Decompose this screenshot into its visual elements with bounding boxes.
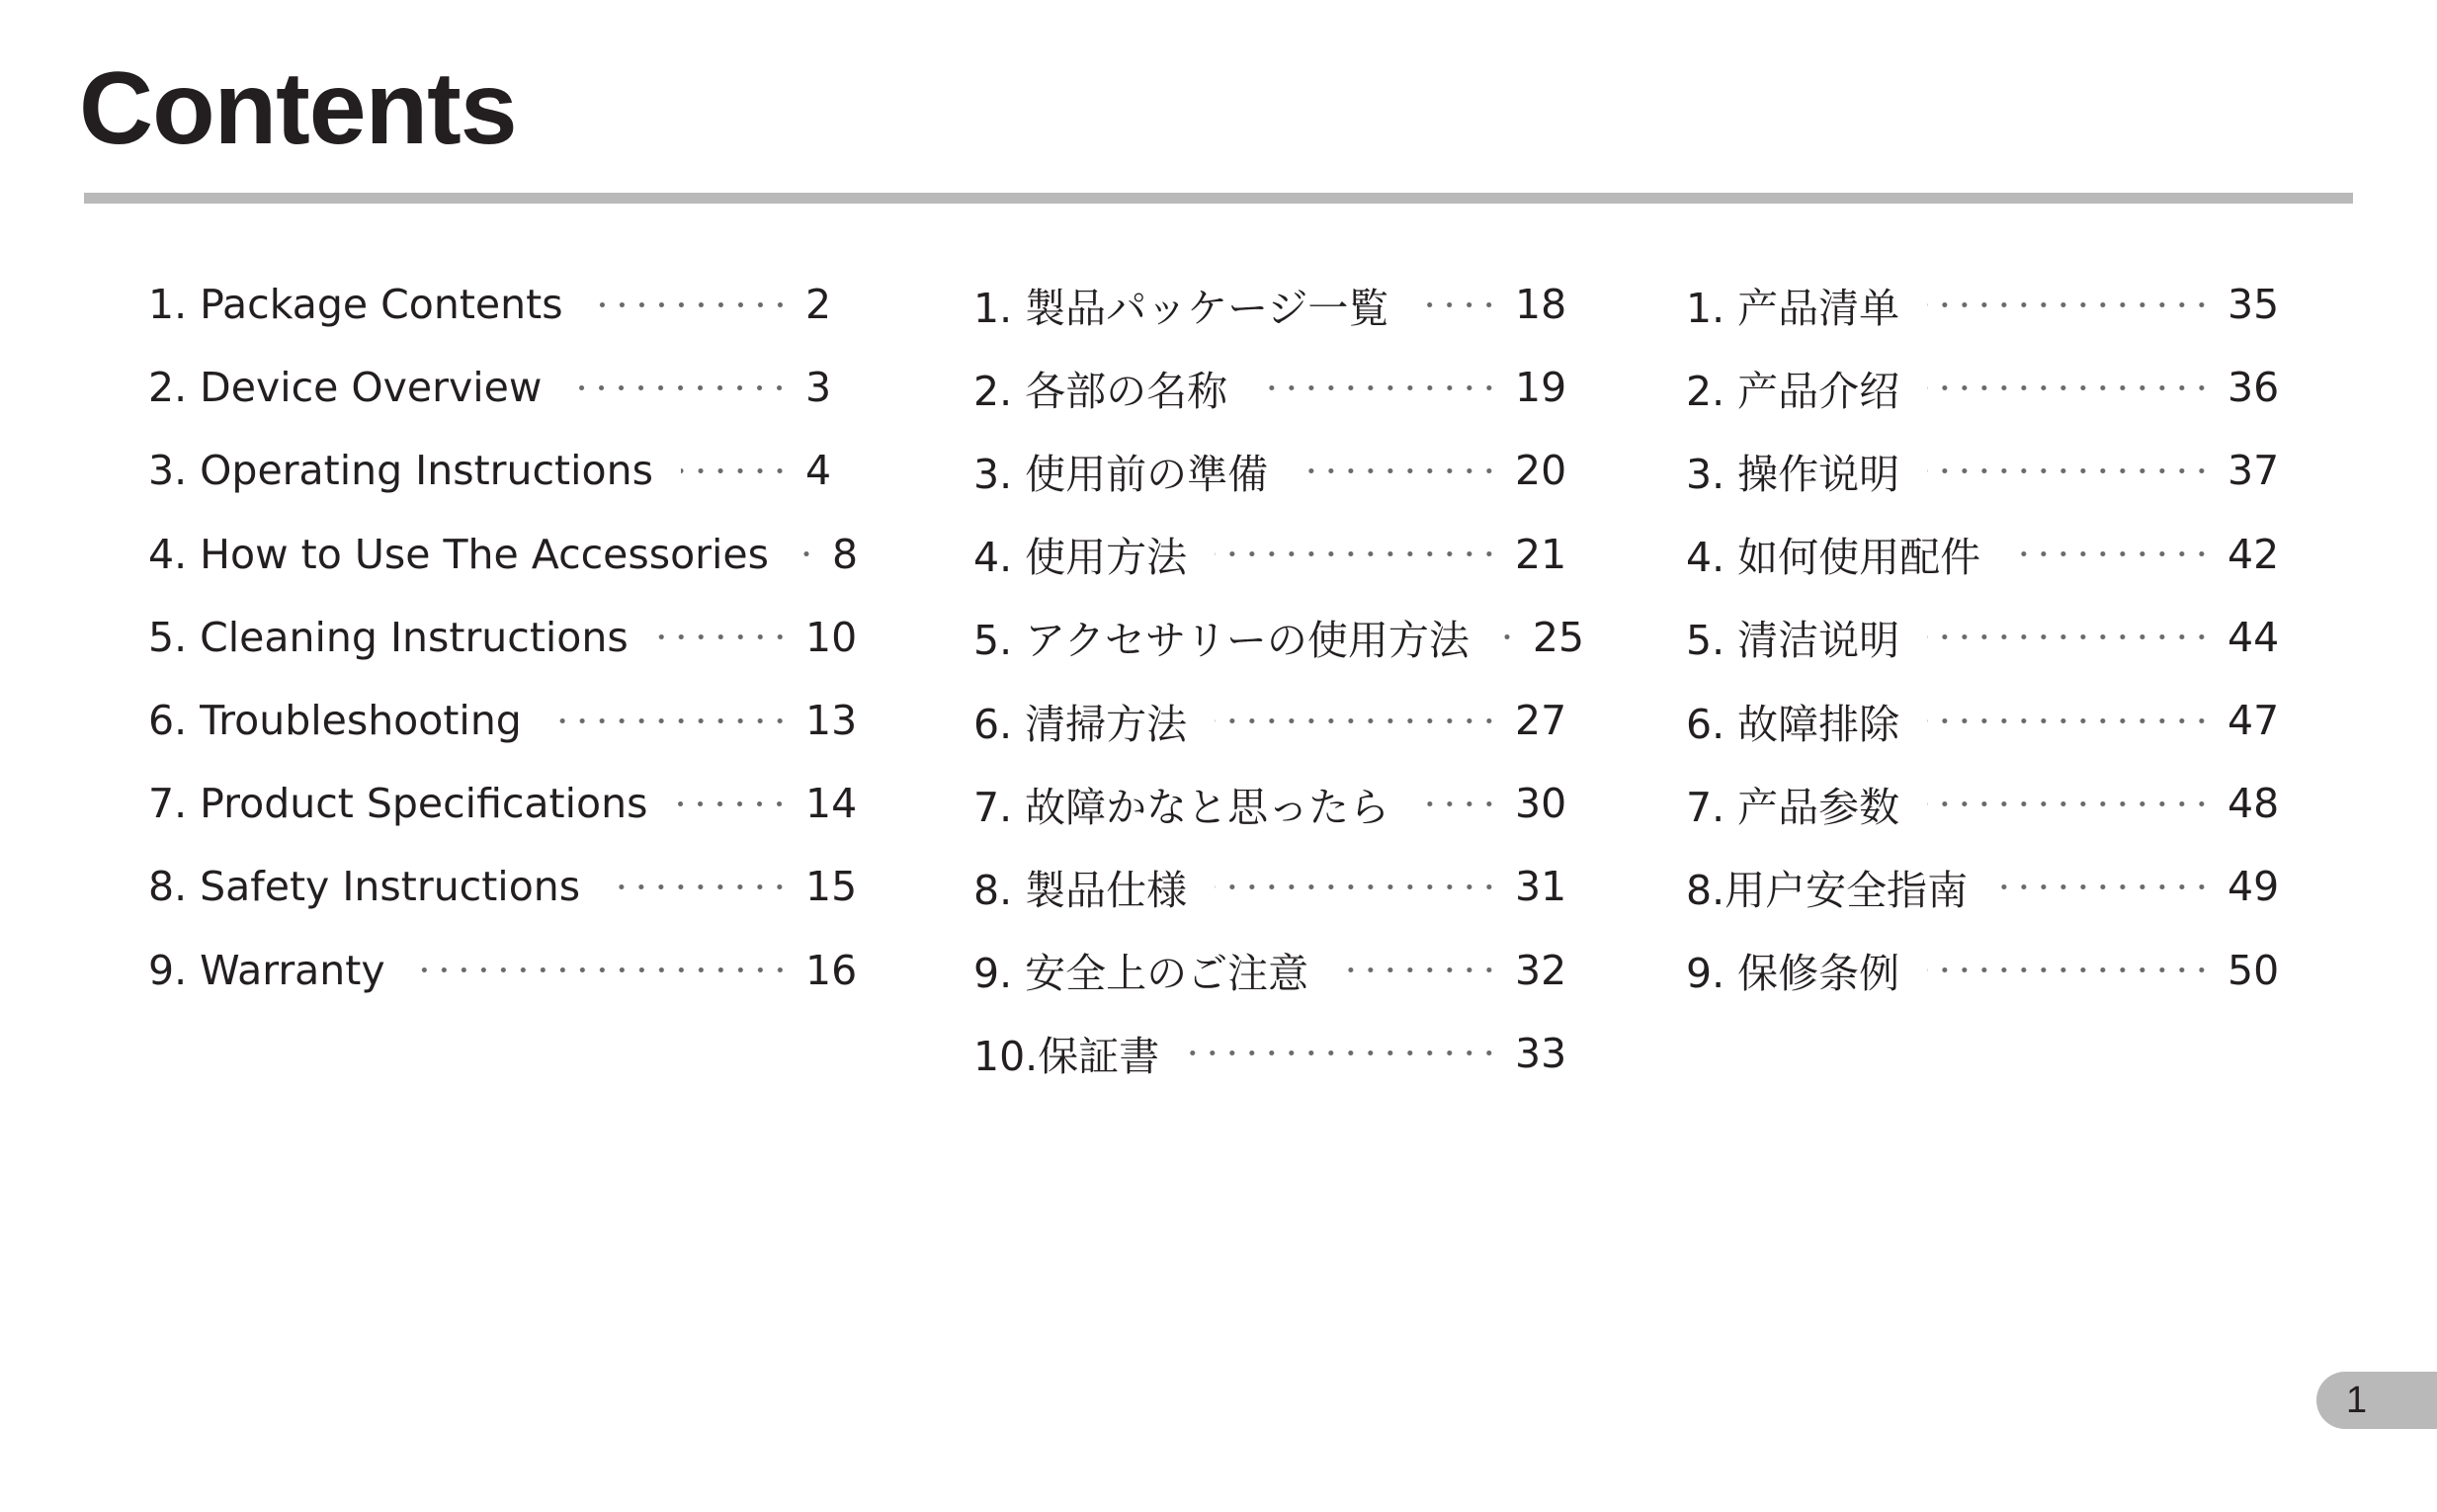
toc-entry-page: 50 xyxy=(2227,946,2280,994)
toc-entry-label: 5. 清洁说明 xyxy=(1686,617,1900,665)
toc-entry[interactable] xyxy=(1686,513,2285,596)
dot-leader xyxy=(1255,385,1499,390)
dot-leader xyxy=(413,967,790,972)
toc-entry-label: 8. 製品仕様 xyxy=(973,866,1188,914)
toc-entry[interactable] xyxy=(1686,346,2285,429)
toc-entry-page: 35 xyxy=(2227,281,2280,329)
toc-entry[interactable] xyxy=(1686,263,2285,346)
toc-entry-label: 4. 使用方法 xyxy=(973,534,1188,582)
dot-leader xyxy=(1417,801,1499,806)
toc-entry[interactable] xyxy=(973,429,1572,512)
toc-entry[interactable] xyxy=(148,346,863,429)
dot-leader xyxy=(1497,634,1517,639)
toc-entry-page: 31 xyxy=(1515,863,1567,911)
dot-leader xyxy=(1995,884,2212,889)
dot-leader xyxy=(1927,302,2212,307)
dot-leader xyxy=(1927,385,2212,390)
toc-entry-label: 1. Package Contents xyxy=(148,281,563,329)
toc-entry-page: 14 xyxy=(805,780,858,828)
toc-column-english xyxy=(148,263,863,1012)
toc-entry[interactable] xyxy=(973,1012,1572,1095)
toc-entry[interactable] xyxy=(973,679,1572,762)
toc-entry-page: 48 xyxy=(2227,780,2280,828)
toc-entry-page: 21 xyxy=(1515,530,1567,578)
toc-entry-label: 6. Troubleshooting xyxy=(148,697,522,745)
toc-entry[interactable] xyxy=(148,679,863,762)
dot-leader xyxy=(675,801,790,806)
dot-leader xyxy=(608,884,790,889)
toc-entry-page: 30 xyxy=(1515,780,1567,828)
toc-entry[interactable] xyxy=(148,263,863,346)
toc-entry-label: 7. 故障かなと思ったら xyxy=(973,783,1390,831)
toc-entry-label: 9. Warranty xyxy=(148,946,385,994)
toc-entry-page: 32 xyxy=(1515,946,1567,994)
toc-entry-page: 10 xyxy=(805,613,858,661)
dot-leader xyxy=(1215,718,1499,723)
dot-leader xyxy=(1187,1050,1499,1055)
dot-leader xyxy=(1215,884,1499,889)
toc-entry-label: 8. Safety Instructions xyxy=(148,863,581,911)
dot-leader xyxy=(1927,967,2212,972)
toc-entry-label: 6. 故障排除 xyxy=(1686,700,1900,748)
dot-leader xyxy=(549,718,790,723)
toc-entry-page: 16 xyxy=(805,946,858,994)
toc-entry-page: 3 xyxy=(805,364,832,412)
toc-entry-label: 2. Device Overview xyxy=(148,364,543,412)
toc-entry-label: 5. Cleaning Instructions xyxy=(148,613,629,661)
toc-entry-page: 19 xyxy=(1515,364,1567,412)
toc-entry[interactable] xyxy=(973,263,1572,346)
toc-entry-page: 15 xyxy=(805,863,858,911)
page-title: Contents xyxy=(79,51,517,166)
toc-entry[interactable] xyxy=(1686,429,2285,512)
toc-entry-label: 3. 操作说明 xyxy=(1686,450,1900,498)
toc-entry-label: 7. 产品参数 xyxy=(1686,783,1900,831)
toc-column-japanese xyxy=(973,263,1585,1095)
toc-entry-label: 4. 如何使用配件 xyxy=(1686,534,1981,582)
toc-entry[interactable] xyxy=(148,845,863,928)
toc-entry[interactable] xyxy=(148,929,863,1012)
toc-entry-page: 20 xyxy=(1515,447,1567,495)
toc-column-chinese xyxy=(1686,263,2285,1012)
dot-leader xyxy=(1416,302,1499,307)
toc-entry-label: 5. アクセサリーの使用方法 xyxy=(973,617,1470,665)
dot-leader xyxy=(1927,801,2212,806)
toc-entry-page: 8 xyxy=(832,530,859,578)
dot-leader xyxy=(1927,634,2212,639)
dot-leader xyxy=(797,551,816,556)
title-divider xyxy=(84,193,2353,204)
dot-leader xyxy=(2008,551,2212,556)
toc-entry-page: 4 xyxy=(805,447,832,495)
toc-entry-page: 25 xyxy=(1532,613,1585,661)
toc-entry-page: 37 xyxy=(2227,447,2280,495)
toc-entry-page: 2 xyxy=(805,281,832,329)
toc-entry[interactable] xyxy=(973,762,1572,845)
toc-entry-label: 4. How to Use The Accessories xyxy=(148,530,770,578)
toc-entry[interactable] xyxy=(148,762,863,845)
toc-entry[interactable] xyxy=(1686,762,2285,845)
dot-leader xyxy=(681,468,790,473)
toc-entry[interactable] xyxy=(973,596,1585,679)
dot-leader xyxy=(591,302,790,307)
toc-entry[interactable] xyxy=(1686,845,2285,928)
toc-entry-label: 6. 清掃方法 xyxy=(973,700,1188,748)
toc-entry[interactable] xyxy=(148,429,863,512)
toc-entry-page: 18 xyxy=(1515,281,1567,329)
toc-entry-page: 49 xyxy=(2227,863,2280,911)
toc-entry-page: 42 xyxy=(2227,530,2280,578)
toc-entry[interactable] xyxy=(973,845,1572,928)
toc-entry-label: 9. 安全上のご注意 xyxy=(973,950,1309,998)
toc-entry-label: 8.用户安全指南 xyxy=(1686,866,1969,914)
toc-entry[interactable] xyxy=(973,929,1572,1012)
toc-entry-page: 13 xyxy=(805,697,858,745)
toc-entry-page: 44 xyxy=(2227,613,2280,661)
dot-leader xyxy=(1927,718,2212,723)
toc-entry-label: 9. 保修条例 xyxy=(1686,950,1900,998)
toc-entry[interactable] xyxy=(148,596,863,679)
toc-entry-label: 7. Product Specifications xyxy=(148,780,648,828)
dot-leader xyxy=(1296,468,1499,473)
toc-entry-label: 2. 各部の名称 xyxy=(973,367,1228,415)
toc-entry[interactable] xyxy=(973,346,1572,429)
page-number-tab xyxy=(2316,1372,2437,1429)
toc-entry-label: 1. 製品パッケージ一覧 xyxy=(973,284,1389,332)
toc-entry[interactable] xyxy=(1686,929,2285,1012)
toc-entry-page: 27 xyxy=(1515,697,1567,745)
dot-leader xyxy=(1336,967,1499,972)
page-number: 1 xyxy=(2346,1379,2368,1421)
toc-entry-label: 3. 使用前の準備 xyxy=(973,450,1269,498)
toc-entry-label: 3. Operating Instructions xyxy=(148,447,653,495)
toc-entry-page: 47 xyxy=(2227,697,2280,745)
dot-leader xyxy=(1927,468,2212,473)
dot-leader xyxy=(1215,551,1499,556)
toc-entry[interactable] xyxy=(1686,679,2285,762)
toc-entry-label: 10.保証書 xyxy=(973,1033,1160,1081)
toc-entry-label: 1. 产品清单 xyxy=(1686,284,1900,332)
dot-leader xyxy=(569,385,790,390)
toc-entry-label: 2. 产品介绍 xyxy=(1686,367,1900,415)
toc-entry[interactable] xyxy=(1686,596,2285,679)
toc-entry[interactable] xyxy=(148,513,863,596)
toc-entry-page: 33 xyxy=(1515,1029,1567,1077)
toc-entry[interactable] xyxy=(973,513,1572,596)
toc-entry-page: 36 xyxy=(2227,364,2280,412)
dot-leader xyxy=(656,634,790,639)
